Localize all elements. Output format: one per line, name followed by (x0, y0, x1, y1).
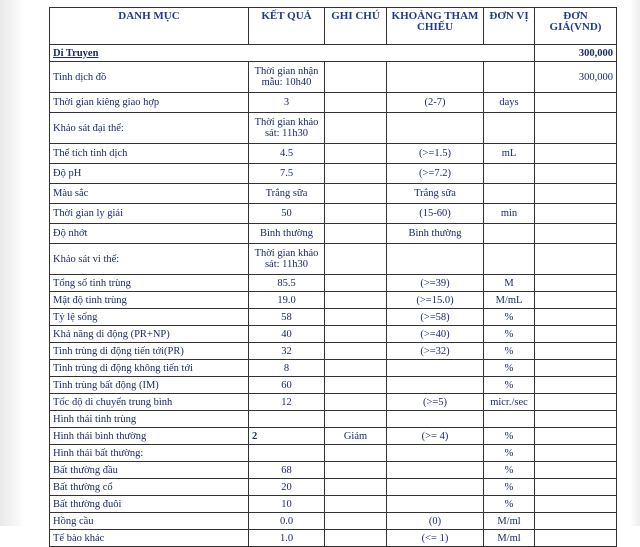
table-row (50, 479, 617, 496)
cell-price (535, 113, 617, 144)
cell-price (535, 184, 617, 204)
table-row (50, 428, 617, 445)
cell-note (325, 224, 387, 244)
table-row (50, 275, 617, 292)
cell-result: 68 (249, 462, 325, 479)
table-row (50, 292, 617, 309)
cell-note (325, 360, 387, 377)
results-table (49, 7, 617, 547)
header-category: DANH MỤC (50, 8, 249, 45)
cell-unit: M/mL (484, 292, 535, 309)
section-row (50, 45, 617, 62)
header-note: GHI CHÚ (325, 8, 387, 45)
cell-note (325, 445, 387, 462)
cell-reference: (15-60) (387, 204, 484, 224)
cell-note (325, 496, 387, 513)
table-row (50, 164, 617, 184)
cell-result: 60 (249, 377, 325, 394)
cell-category: Tế bào khác (50, 530, 249, 547)
table-row (50, 445, 617, 462)
table-row (50, 309, 617, 326)
cell-note (325, 513, 387, 530)
cell-result: Thời gian nhận mẫu: 10h40 (249, 62, 325, 93)
cell-note (325, 93, 387, 113)
cell-category: Tỷ lệ sống (50, 309, 249, 326)
cell-price (535, 164, 617, 184)
cell-result: 12 (249, 394, 325, 411)
cell-result: 32 (249, 343, 325, 360)
cell-reference: (>=7.2) (387, 164, 484, 184)
cell-unit: % (484, 343, 535, 360)
cell-price (535, 343, 617, 360)
cell-category: Hình thái tinh trùng (50, 411, 249, 428)
cell-unit (484, 62, 535, 93)
cell-reference: (<= 1) (387, 530, 484, 547)
cell-note (325, 326, 387, 343)
cell-category: Bất thường đuôi (50, 496, 249, 513)
cell-unit: min (484, 204, 535, 224)
cell-category: Tinh trùng di động không tiến tới (50, 360, 249, 377)
cell-result (249, 411, 325, 428)
table-row (50, 394, 617, 411)
cell-result: Bình thường (249, 224, 325, 244)
table-row (50, 326, 617, 343)
header-result: KẾT QUẢ (249, 8, 325, 45)
cell-note (325, 244, 387, 275)
cell-reference: (>=58) (387, 309, 484, 326)
cell-result: Trắng sữa (249, 184, 325, 204)
table-row (50, 244, 617, 275)
cell-reference (387, 479, 484, 496)
cell-category: Khảo sát vi thể: (50, 244, 249, 275)
cell-unit: % (484, 462, 535, 479)
cell-unit: % (484, 479, 535, 496)
table-header-row (50, 8, 617, 45)
cell-unit (484, 184, 535, 204)
cell-note (325, 462, 387, 479)
cell-result: 10 (249, 496, 325, 513)
cell-price (535, 428, 617, 445)
cell-reference (387, 62, 484, 93)
cell-category: Khảo sát đại thể: (50, 113, 249, 144)
cell-category: Bất thường đầu (50, 462, 249, 479)
cell-category: Độ nhớt (50, 224, 249, 244)
cell-result: 50 (249, 204, 325, 224)
cell-reference: (>=40) (387, 326, 484, 343)
cell-reference: (>=32) (387, 343, 484, 360)
cell-price (535, 445, 617, 462)
cell-category: Hình thái bình thường (50, 428, 249, 445)
cell-reference: (>=39) (387, 275, 484, 292)
cell-price (535, 326, 617, 343)
cell-category: Hình thái bất thường: (50, 445, 249, 462)
cell-price (535, 244, 617, 275)
table-row (50, 411, 617, 428)
cell-note (325, 479, 387, 496)
table-row (50, 377, 617, 394)
cell-category: Tốc độ di chuyển trung bình (50, 394, 249, 411)
cell-result: 7.5 (249, 164, 325, 184)
cell-result: 20 (249, 479, 325, 496)
cell-unit: % (484, 326, 535, 343)
cell-unit: % (484, 360, 535, 377)
cell-category: Hồng cầu (50, 513, 249, 530)
cell-category: Tinh trùng di động tiến tới(PR) (50, 343, 249, 360)
cell-note (325, 62, 387, 93)
cell-price (535, 292, 617, 309)
cell-result: 85.5 (249, 275, 325, 292)
cell-price (535, 479, 617, 496)
cell-price (535, 513, 617, 530)
cell-reference: (>=15.0) (387, 292, 484, 309)
cell-unit (484, 244, 535, 275)
cell-note (325, 164, 387, 184)
cell-price (535, 144, 617, 164)
cell-unit: M (484, 275, 535, 292)
cell-category: Tinh dịch đồ (50, 62, 249, 93)
table-row (50, 513, 617, 530)
cell-reference: (>=5) (387, 394, 484, 411)
cell-result: 58 (249, 309, 325, 326)
cell-category: Bất thường cổ (50, 479, 249, 496)
cell-note (325, 530, 387, 547)
cell-reference (387, 377, 484, 394)
cell-note (325, 411, 387, 428)
cell-result: 40 (249, 326, 325, 343)
cell-reference (387, 411, 484, 428)
table-row (50, 496, 617, 513)
cell-unit (484, 411, 535, 428)
cell-note (325, 275, 387, 292)
cell-note (325, 113, 387, 144)
cell-unit: % (484, 377, 535, 394)
cell-reference (387, 244, 484, 275)
cell-reference (387, 496, 484, 513)
cell-price (535, 496, 617, 513)
cell-unit: mL (484, 144, 535, 164)
table-row (50, 360, 617, 377)
table-row (50, 224, 617, 244)
cell-unit: M/ml (484, 513, 535, 530)
cell-result: 3 (249, 93, 325, 113)
page-right-shadow (630, 0, 640, 526)
header-unit: ĐƠN VỊ (484, 8, 535, 45)
cell-reference: (>= 4) (387, 428, 484, 445)
cell-unit: % (484, 445, 535, 462)
header-price: ĐƠN GIÁ(VND) (535, 8, 617, 45)
cell-note (325, 144, 387, 164)
cell-price (535, 411, 617, 428)
cell-reference (387, 445, 484, 462)
table-row (50, 184, 617, 204)
cell-unit: micr./sec (484, 394, 535, 411)
cell-reference: (0) (387, 513, 484, 530)
cell-price (535, 204, 617, 224)
cell-category: Khả năng di động (PR+NP) (50, 326, 249, 343)
cell-price: 300,000 (535, 62, 617, 93)
table-row (50, 144, 617, 164)
cell-price (535, 275, 617, 292)
cell-category: Độ pH (50, 164, 249, 184)
cell-note (325, 184, 387, 204)
cell-result: 1.0 (249, 530, 325, 547)
cell-note (325, 309, 387, 326)
cell-category: Màu sắc (50, 184, 249, 204)
cell-reference: Bình thường (387, 224, 484, 244)
cell-reference (387, 113, 484, 144)
cell-price (535, 93, 617, 113)
table-row (50, 62, 617, 93)
cell-result: 2 (249, 428, 325, 445)
cell-category: Tổng số tinh trùng (50, 275, 249, 292)
cell-result (249, 445, 325, 462)
cell-unit (484, 164, 535, 184)
cell-note (325, 377, 387, 394)
cell-price (535, 377, 617, 394)
header-reference: KHOẢNG THAM CHIẾU (387, 8, 484, 45)
cell-note (325, 204, 387, 224)
cell-category: Thời gian kiêng giao hợp (50, 93, 249, 113)
page-left-edge (0, 0, 24, 526)
cell-reference (387, 462, 484, 479)
cell-category: Tinh trùng bất động (IM) (50, 377, 249, 394)
cell-reference: (2-7) (387, 93, 484, 113)
cell-reference: (>=1.5) (387, 144, 484, 164)
cell-reference: Trắng sữa (387, 184, 484, 204)
cell-unit (484, 224, 535, 244)
cell-price (535, 462, 617, 479)
cell-unit: days (484, 93, 535, 113)
cell-price (535, 309, 617, 326)
table-row (50, 530, 617, 547)
cell-price (535, 360, 617, 377)
cell-category: Thể tích tinh dịch (50, 144, 249, 164)
section-price: 300,000 (535, 45, 617, 62)
cell-category: Mật độ tinh trùng (50, 292, 249, 309)
cell-unit: M/ml (484, 530, 535, 547)
cell-unit: % (484, 496, 535, 513)
cell-result: Thời gian khảo sát: 11h30 (249, 113, 325, 144)
section-title: Di Truyen (50, 45, 535, 62)
cell-result: Thời gian khảo sát: 11h30 (249, 244, 325, 275)
cell-result: 0.0 (249, 513, 325, 530)
cell-result: 8 (249, 360, 325, 377)
cell-unit: % (484, 309, 535, 326)
table-row (50, 462, 617, 479)
table-row (50, 93, 617, 113)
table-row (50, 113, 617, 144)
cell-unit (484, 113, 535, 144)
cell-note (325, 343, 387, 360)
cell-price (535, 224, 617, 244)
cell-result: 4.5 (249, 144, 325, 164)
cell-note (325, 292, 387, 309)
cell-category: Thời gian ly giải (50, 204, 249, 224)
cell-price (535, 530, 617, 547)
table-row (50, 343, 617, 360)
table-row (50, 204, 617, 224)
cell-unit: % (484, 428, 535, 445)
cell-result: 19.0 (249, 292, 325, 309)
cell-note (325, 394, 387, 411)
cell-price (535, 394, 617, 411)
cell-reference (387, 360, 484, 377)
cell-note: Giảm (325, 428, 387, 445)
